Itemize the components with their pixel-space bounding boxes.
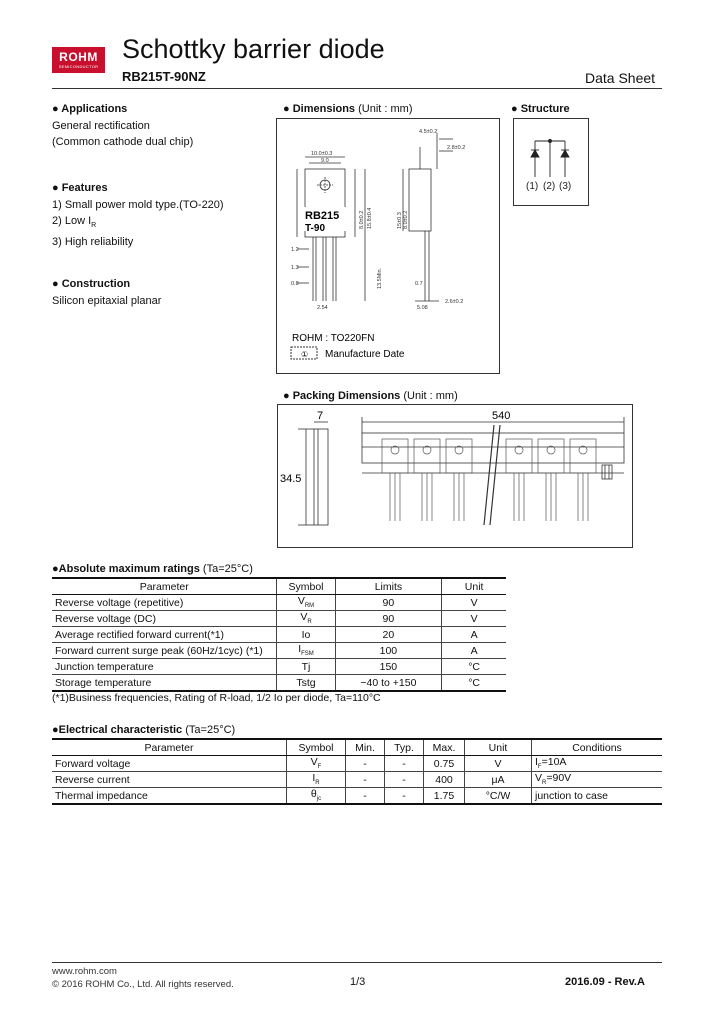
- dim-label: 8.0±0.2: [403, 210, 409, 229]
- construction-heading: ● Construction: [52, 278, 131, 290]
- dim-label: 4.5±0.2: [419, 129, 438, 135]
- package-side: [409, 169, 431, 231]
- dim-label: 10.0±0.3: [311, 151, 333, 157]
- col-header: Conditions: [532, 739, 663, 756]
- footer-copyright: © 2016 ROHM Co., Ltd. All rights reserved.: [52, 979, 234, 990]
- features-heading: ● Features: [52, 182, 108, 194]
- col-header: Min.: [346, 739, 385, 756]
- table-row: Average rectified forward current(*1) Io 20 A: [52, 627, 506, 643]
- table-row: Thermal impedance $\theta_{jc}$ - - 1.75 °C/W junction to case: [52, 788, 662, 805]
- marking-line2: T-90: [305, 223, 326, 234]
- dim-label: 2.54: [317, 305, 328, 311]
- dim-label: 5.08: [417, 305, 428, 311]
- table-row: Reverse voltage (repetitive) $V_{RM}$ 90 V: [52, 595, 506, 611]
- footer-url: www.rohm.com: [52, 966, 117, 977]
- dim-label: 2.8±0.2: [447, 145, 466, 151]
- col-header: Unit: [465, 739, 532, 756]
- dim-label: 0.7: [415, 281, 423, 287]
- table-row: Storage temperature Tstg −40 to +150 °C: [52, 675, 506, 692]
- doc-title: Schottky barrier diode: [122, 34, 385, 64]
- features-list: [52, 197, 224, 250]
- structure-diagram: [514, 119, 588, 205]
- dim-label: 1.2: [291, 247, 299, 253]
- pin-label: (2): [543, 181, 556, 192]
- logo-main: ROHM: [59, 50, 98, 64]
- part-number: RB215T-90NZ: [122, 69, 206, 84]
- feature-line: 1) Small power mold type.(TO-220): [52, 199, 224, 211]
- header-rule: [52, 88, 662, 89]
- table-row: Junction temperature Tj 150 °C: [52, 659, 506, 675]
- abs-max-heading: ●Absolute maximum ratings (Ta=25°C): [52, 563, 253, 575]
- construction-text: Silicon epitaxial planar: [52, 295, 162, 307]
- table-header-row: [52, 739, 662, 756]
- package-drawing: [277, 119, 499, 373]
- svg-text:①: ①: [301, 350, 309, 359]
- packing-height: 34.5: [280, 473, 302, 485]
- col-header: Limits: [335, 578, 442, 595]
- table-row: Forward current surge peak (60Hz/1cyc) (*1) $I_{FSM}$ 100 A: [52, 643, 506, 659]
- dimensions-box: [276, 118, 500, 374]
- footer-rule: [52, 962, 662, 963]
- pin-label: (3): [559, 181, 572, 192]
- packing-length: 540: [492, 410, 511, 422]
- dim-label: 15.8±0.4: [367, 207, 373, 229]
- applications-line: General rectification: [52, 120, 150, 132]
- structure-heading: ● Structure: [511, 103, 570, 115]
- col-header: Symbol: [277, 578, 335, 595]
- applications-heading: ● Applications: [52, 103, 128, 115]
- footer-date-rev: 2016.09 - Rev.A: [565, 976, 645, 988]
- col-header: Parameter: [52, 578, 277, 595]
- package-name: ROHM : TO220FN: [292, 333, 375, 344]
- dim-label: 2.6±0.2: [445, 299, 464, 305]
- dim-label: 1.3: [291, 265, 299, 271]
- packing-drawing: [278, 405, 632, 547]
- packing-box: [277, 404, 633, 548]
- packing-heading: ● Packing Dimensions (Unit : mm): [283, 390, 458, 402]
- applications-list: [52, 118, 193, 150]
- dim-label: 9.0: [321, 158, 329, 164]
- col-header: Parameter: [52, 739, 287, 756]
- col-header: Symbol: [287, 739, 346, 756]
- diode-1-icon: [531, 150, 539, 157]
- page-number: 1/3: [350, 976, 366, 988]
- dim-label: 13.5Min.: [377, 267, 383, 289]
- table-row: Reverse current $I_R$ - - 400 μA $V_R=90V$: [52, 772, 662, 788]
- table-header-row: [52, 578, 506, 595]
- elec-heading: ●Electrical characteristic (Ta=25°C): [52, 724, 236, 736]
- abs-max-table: [52, 577, 506, 692]
- doc-type: Data Sheet: [585, 70, 656, 86]
- col-header: Unit: [442, 578, 506, 595]
- rohm-logo: [52, 47, 105, 73]
- marking-line1: RB215: [305, 210, 340, 222]
- elec-table: [52, 738, 662, 805]
- dim-label: 15±0.3: [397, 212, 403, 229]
- feature-line: 3) High reliability: [52, 236, 134, 249]
- dimensions-heading: ● Dimensions (Unit : mm): [283, 103, 413, 115]
- applications-line: (Common cathode dual chip): [52, 136, 194, 148]
- logo-sub: SEMICONDUCTOR: [58, 64, 99, 69]
- diode-2-icon: [561, 150, 569, 157]
- dim-label: 8.0±0.2: [359, 210, 365, 229]
- pin-label: (1): [526, 181, 539, 192]
- col-header: Max.: [424, 739, 465, 756]
- table-row: Reverse voltage (DC) $V_R$ 90 V: [52, 611, 506, 627]
- tube-end: [314, 429, 328, 525]
- packing-width: 7: [317, 410, 324, 422]
- manufacture-date-legend: Manufacture Date: [325, 349, 405, 360]
- col-header: Typ.: [385, 739, 424, 756]
- feature-line: 2) Low $I_R$: [52, 215, 97, 230]
- dim-label: 0.8: [291, 281, 299, 287]
- abs-max-note: (*1)Business frequencies, Rating of R-load, 1/2 Io per diode, Ta=110°C: [52, 692, 381, 704]
- structure-box: [513, 118, 589, 206]
- table-row: Forward voltage $V_F$ - - 0.75 V $I_F=10A$: [52, 756, 662, 772]
